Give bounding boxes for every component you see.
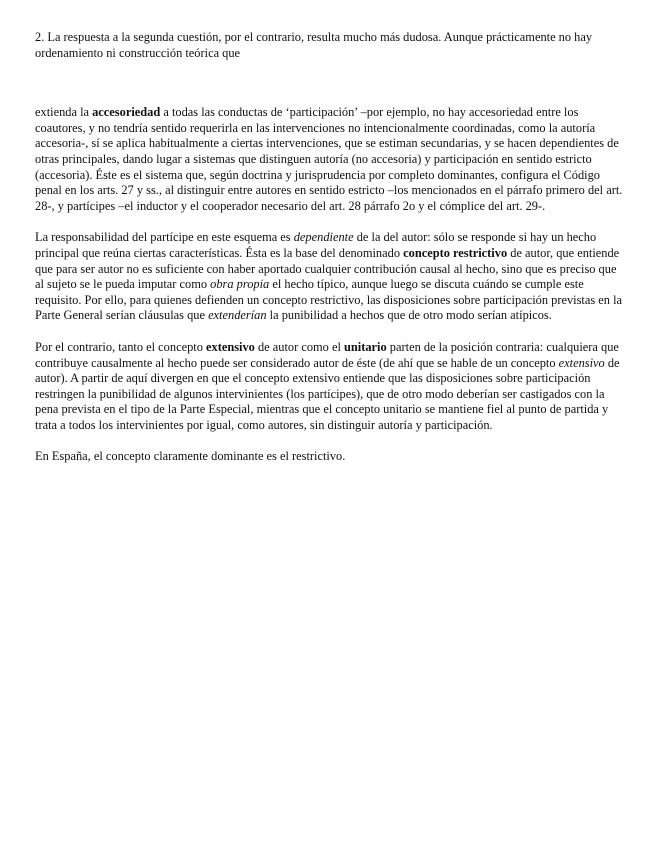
- text-run: La responsabilidad del partícipe en este esquema es: [35, 230, 294, 245]
- text-run: de autor como el: [254, 339, 345, 354]
- text-run: parten de la posición contraria: cualquiera que contribuye causalmente al hecho puede ser considerado autor de éste (de ahí que se hable de un concepto: [35, 339, 619, 370]
- paragraph-concepto-restrictivo: [35, 230, 623, 324]
- italic-term-obra-propia: obra propia: [210, 277, 270, 292]
- paragraph-intro-text: 2. La respuesta a la segunda cuestión, por el contrario, resulta mucho más dudosa. Aunque prácticamente no hay ordenamiento ni construcción teórica que: [35, 30, 593, 60]
- bold-term-accesoriedad: accesoriedad: [92, 105, 161, 120]
- text-run: de autor). A partir de aquí divergen en que el concepto extensivo entiende que las disposiciones sobre participación restringen la punibilidad de algunos intervinientes (los partícipes), que de otro modo deberían ser castigados con la pena prevista en el tipo de la Parte Especial, mientras que el concepto unitario se mantiene fiel al punto de partida y trata a todos los intervinientes por igual, como autores, sin distinguir autoría y participación.: [35, 355, 620, 432]
- text-run: la punibilidad a hechos que de otro modo serían atípicos.: [266, 308, 552, 323]
- bold-term-unitario: unitario: [344, 339, 387, 354]
- paragraph-extensivo-unitario: [35, 340, 623, 434]
- paragraph-conclusion: [35, 449, 623, 465]
- paragraph-conclusion-text: En España, el concepto claramente dominante es el restrictivo.: [35, 449, 346, 464]
- italic-term-extenderian: extenderían: [208, 308, 267, 323]
- italic-term-dependiente: dependiente: [293, 230, 354, 245]
- text-run: de la del autor: sólo se responde si hay un hecho principal que reúna ciertas características. Ésta es la base del denominado: [35, 230, 597, 260]
- text-run: a todas las conductas de ‘participación’ –por ejemplo, no hay accesoriedad entre los coautores, y no tendría sentido requerirla en las intervenciones no intencionalmente coordinadas, como la autoría accesoria-, sí se aplica habitualmente a ciertas intervenciones, que se estiman secundarias, y se hacen dependientes de otras principales, dando lugar a sistemas que distinguen autoría (no accesoria) y participación en sentido estricto (accesoria). Éste es el sistema que, según doctrina y jurisprudencia por completo dominantes, configura el Código penal en los arts. 27 y ss., al distinguir entre autores en sentido estricto –los mencionados en el párrafo primero del art. 28-, y partícipes –el inductor y el cooperador necesario del art. 28 párrafo 2o y el cómplice del art. 29-.: [35, 105, 623, 213]
- bold-term-concepto-restrictivo: concepto restrictivo: [403, 245, 508, 260]
- paragraph-intro: [35, 30, 623, 61]
- text-run: Por el contrario, tanto el concepto: [35, 339, 207, 354]
- italic-term-extensivo: extensivo: [558, 355, 605, 370]
- text-run: de autor, que entiende que para ser autor no es suficiente con haber aportado cualquier contribución causal al hecho, sino que es preciso que al sujeto se le pueda imputar como: [35, 245, 620, 292]
- document-page: [35, 30, 623, 465]
- text-run: el hecho típico, aunque luego se discuta cuándo se cumple este requisito. Por ello, para quienes defienden un concepto restrictivo, las disposiciones sobre participación previstas en la Parte General serían cláusulas que: [35, 277, 623, 323]
- text-run: extienda la: [35, 105, 93, 120]
- bold-term-extensivo: extensivo: [206, 339, 255, 354]
- paragraph-accesoriedad: [35, 105, 623, 214]
